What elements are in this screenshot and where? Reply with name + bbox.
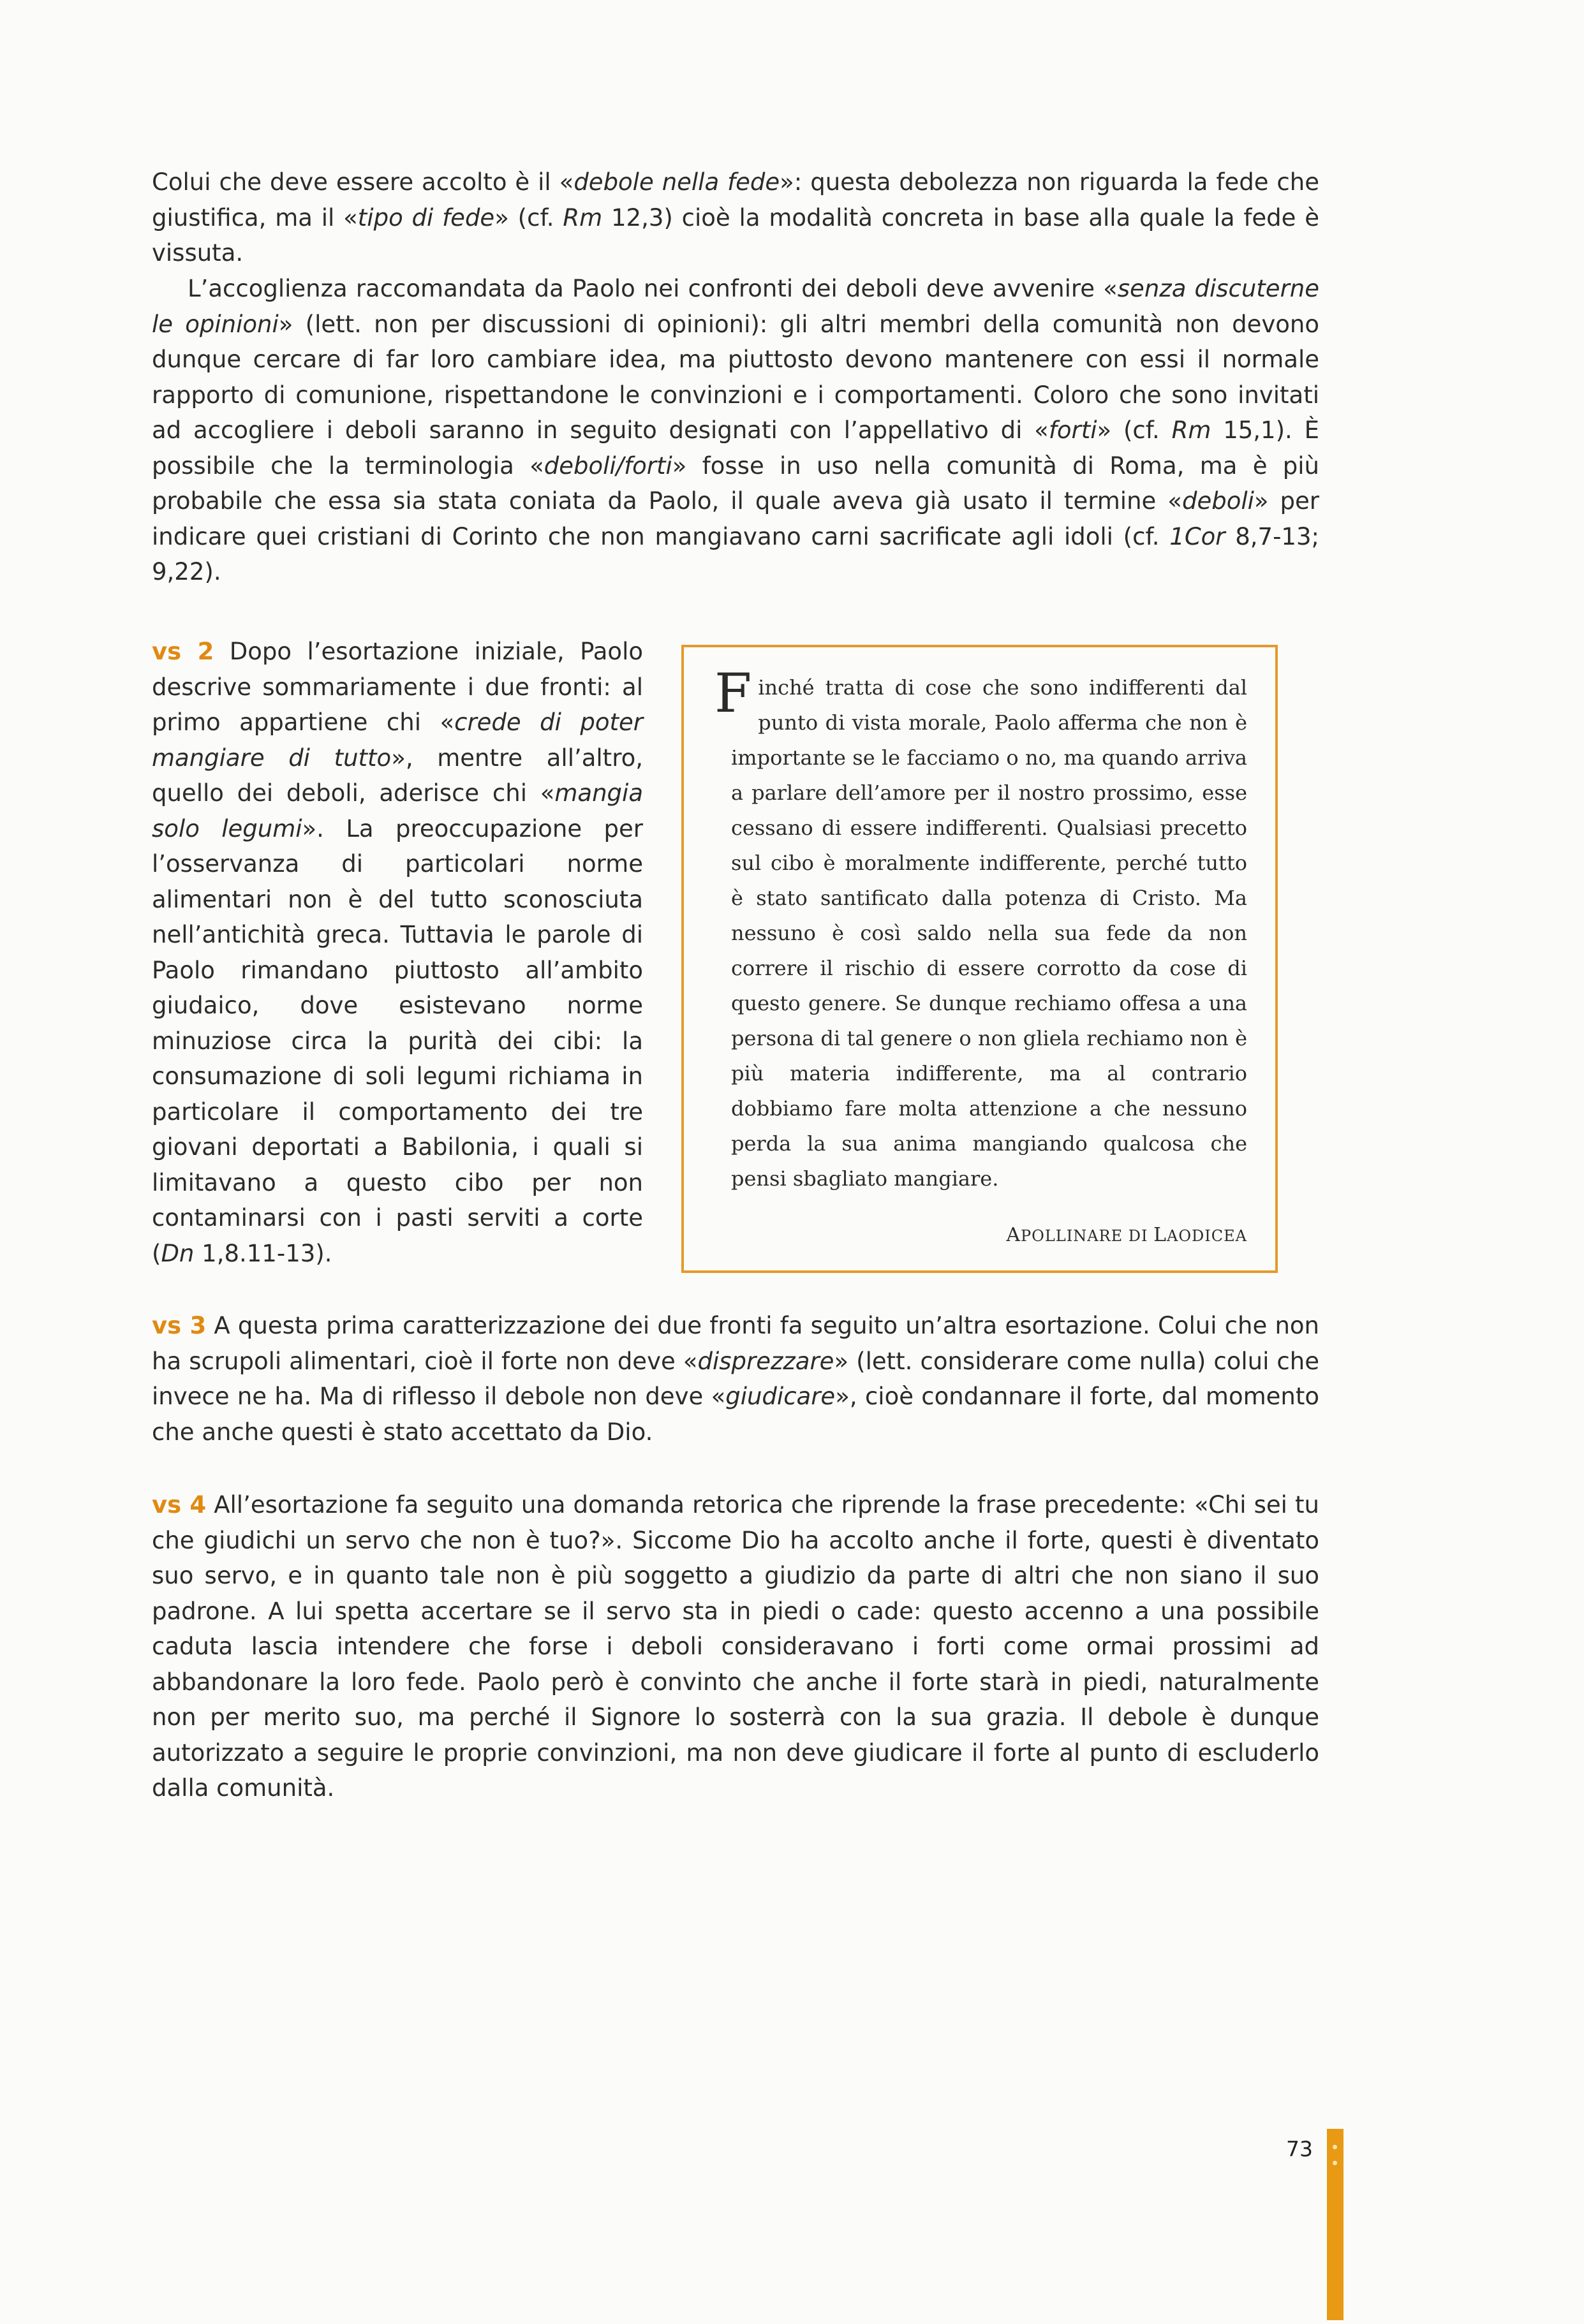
quote-dropcap: F [714, 662, 752, 724]
vs4-paragraph: vs 4 All’esortazione fa seguito una domanda retorica che riprende la frase precedente: «Chi sei tu che giudichi un servo che non è tuo?». Siccome Dio ha accolto anche il forte, questi è diventato suo servo, e in quanto tale non è più soggetto a giudizio da parte di altri che non siano il suo padrone. A lui spetta accertare se il servo sta in piedi o cade: questo accenno a una possibile caduta lascia intendere che forse i deboli consideravano i forti come ormai prossimi ad abbandonare la loro fede. Paolo però è convinto che anche il forte starà in piedi, naturalmente non per merito suo, ma perché il Signore lo sosterrà con la sua grazia. Il debole è dunque autorizzato a seguire le proprie convinzioni, ma non deve giudicare il forte al punto di escluderlo dalla comunità. [152, 1491, 1319, 1802]
paragraph-2: L’accoglienza raccomandata da Paolo nei confronti dei deboli deve avvenire «senza discuterne le opinioni» (lett. non per discussioni di opinioni): gli altri membri della comunità non devono dunque cercare di far loro cambiare idea, ma piuttosto devono mantenere con essi il normale rapporto di comunione, rispettandone le convinzioni e i comportamenti. Coloro che sono invitati ad accogliere i deboli saranno in seguito designati con l’appellativo di «forti» (cf. Rm 15,1). È possibile che la terminologia «deboli/forti» fosse in uso nella comunità di Roma, ma è più probabile che essa sia stata coniata da Paolo, il quale aveva già usato il termine «deboli» per indicare quei cristiani di Corinto che non mangiavano carni sacrificate agli idoli (cf. 1Cor 8,7-13; 9,22). [152, 275, 1319, 585]
vs3-paragraph: vs 3 A questa prima caratterizzazione dei due fronti fa seguito un’altra esortazione. Colui che non ha scrupoli alimentari, cioè il forte non deve «disprezzare» (lett. considerare come nulla) colui che invece ne ha. Ma di riflesso il debole non deve «giudicare», cioè condannare il forte, dal momento che anche questi è stato accettato da Dio. [152, 1312, 1319, 1446]
quote-text: Finché tratta di cose che sono indifferenti dal punto di vista morale, Paolo afferma che non è importante se le facciamo o no, ma quando arriva a parlare dell’amore per il nostro prossimo, esse cessano di essere indifferenti. Qualsiasi precetto sul cibo è moralmente indifferente, perché tutto è stato santificato dalla potenza di Cristo. Ma nessuno è così saldo nella sua fede da non correre il rischio di essere corrotto da cose di questo genere. Se dunque rechiamo offesa a una persona di tal genere o non gliela rechiamo non è più materia indifferente, ma al contrario dobbiamo fare molta attenzione a che nessuno perda la sua anima mangiando qualcosa che pensi sbagliato mangiare. [714, 662, 1247, 1191]
quote-attribution: APOLLINARE DI LAODICEA [1006, 1224, 1247, 1246]
paragraph-1: Colui che deve essere accolto è il «debole nella fede»: questa debolezza non riguarda la fede che giustifica, ma il «tipo di fede» (cf. Rm 12,3) cioè la modalità concreta in base alla quale la fede è vissuta. [152, 168, 1319, 267]
vs2-label: vs 2 [152, 638, 214, 665]
vs3-label: vs 3 [152, 1312, 207, 1339]
page-edge-bar [1327, 2129, 1343, 2320]
page-number: 73 [1286, 2136, 1313, 2161]
quote-box [681, 645, 1278, 1273]
vs2-paragraph: vs 2 Dopo l’esortazione iniziale, Paolo descrive sommariamente i due fronti: al primo appartiene chi «crede di poter mangiare di tutto», mentre all’altro, quello dei deboli, aderisce chi «mangia solo legumi». La preoccupazione per l’osservanza di particolari norme alimentari non è del tutto sconosciuta nell’antichità greca. Tuttavia le parole di Paolo rimandano piuttosto all’ambito giudaico, dove esistevano norme minuziose circa la purità dei cibi: la consumazione di soli legumi richiama in particolare il comportamento dei tre giovani deportati a Babilonia, i quali si limitavano a questo cibo per non contaminarsi con i pasti serviti a corte (Dn 1,8.11-13). [152, 638, 644, 1267]
vs4-label: vs 4 [152, 1491, 207, 1519]
